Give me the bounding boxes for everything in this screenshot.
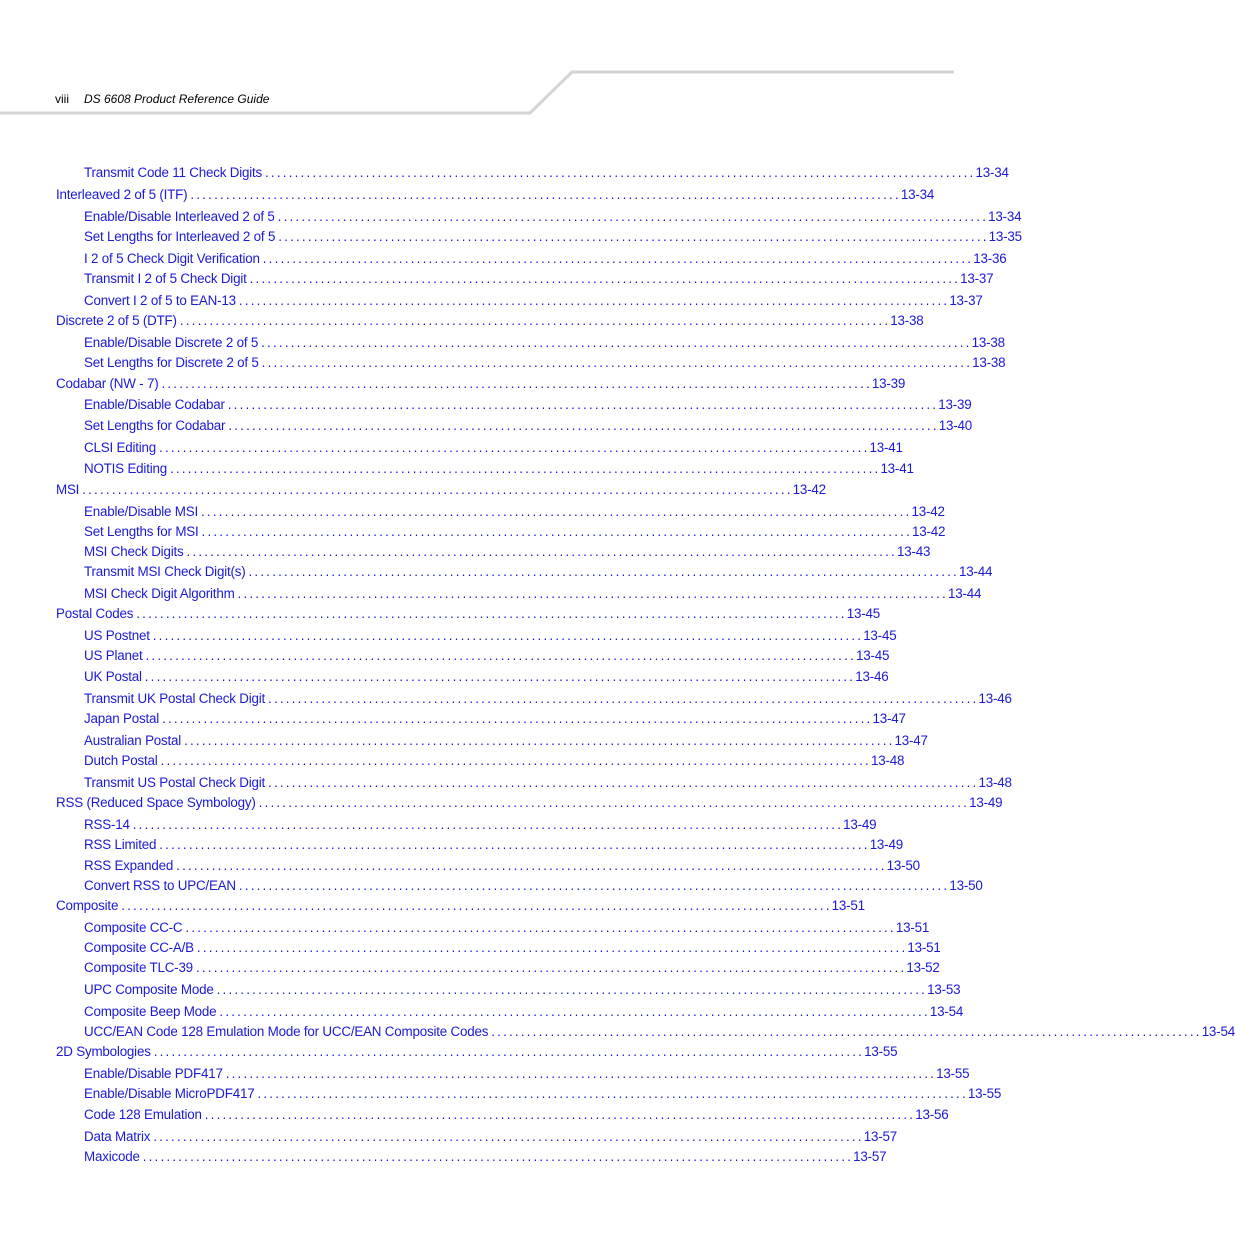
toc-entry-title: Maxicode <box>84 1149 140 1164</box>
toc-entry-page: 13-57 <box>863 1129 897 1144</box>
toc-entry[interactable] <box>56 375 906 393</box>
toc-entry[interactable] <box>84 647 890 665</box>
toc-entry-page: 13-51 <box>907 940 941 955</box>
page-number: viii <box>55 92 69 106</box>
toc-entry-page: 13-37 <box>949 293 983 308</box>
toc-entry[interactable] <box>84 563 993 581</box>
toc-leader-dots: ........................................................................................................................ <box>152 628 864 643</box>
toc-entry-title: Enable/Disable Codabar <box>84 397 225 412</box>
toc-entry[interactable] <box>84 732 928 750</box>
toc-entry-page: 13-47 <box>872 711 906 726</box>
toc-entry-title: Composite CC-C <box>84 920 183 935</box>
toc-entry-title: US Postnet <box>84 628 150 643</box>
toc-entry-page: 13-46 <box>978 691 1012 706</box>
toc-entry-page: 13-57 <box>853 1149 887 1164</box>
toc-entry-title: 2D Symbologies <box>56 1044 151 1059</box>
toc-entry[interactable] <box>56 605 880 623</box>
toc-entry-page: 13-56 <box>915 1107 949 1122</box>
toc-entry[interactable] <box>84 503 945 521</box>
toc-entry-page: 13-37 <box>960 271 994 286</box>
toc-leader-dots: ........................................................................................................................ <box>238 878 950 893</box>
page-header <box>0 0 954 130</box>
toc-leader-dots: ........................................................................................................................ <box>185 920 896 935</box>
toc-entry-page: 13-42 <box>912 524 946 539</box>
toc-entry-page: 13-49 <box>843 817 877 832</box>
toc-leader-dots: ........................................................................................................................ <box>227 397 939 412</box>
toc-entry-page: 13-54 <box>1201 1024 1235 1039</box>
toc-entry-page: 13-51 <box>831 898 865 913</box>
toc-entry-title: Transmit I 2 of 5 Check Digit <box>84 271 247 286</box>
toc-entry-title: MSI <box>56 482 80 497</box>
toc-entry-page: 13-42 <box>792 482 826 497</box>
toc-entry[interactable] <box>56 186 935 204</box>
toc-leader-dots: ........................................................................................................................ <box>238 293 950 308</box>
toc-entry-page: 13-38 <box>971 335 1005 350</box>
toc-entry-title: Composite CC-A/B <box>84 940 194 955</box>
toc-entry[interactable] <box>84 1003 964 1021</box>
toc-entry-title: UCC/EAN Code 128 Emulation Mode for UCC/EAN Composite Codes <box>84 1024 489 1039</box>
toc-entry-title: Transmit MSI Check Digit(s) <box>84 564 246 579</box>
toc-entry-title: UPC Composite Mode <box>84 982 214 997</box>
toc-leader-dots: ........................................................................................................................ <box>262 251 974 266</box>
toc-entry[interactable] <box>84 460 914 478</box>
toc-entry-page: 13-34 <box>975 165 1009 180</box>
toc-entry-title: Set Lengths for Codabar <box>84 418 226 433</box>
toc-entry-title: Composite TLC-39 <box>84 960 193 975</box>
toc-leader-dots: ........................................................................................................................ <box>184 733 895 748</box>
toc-entry-title: Interleaved 2 of 5 (ITF) <box>56 187 188 202</box>
toc-entry-page: 13-53 <box>927 982 961 997</box>
toc-entry[interactable] <box>84 1128 897 1146</box>
toc-entry-title: RSS Expanded <box>84 858 174 873</box>
toc-entry-title: Enable/Disable MicroPDF417 <box>84 1086 255 1101</box>
toc-leader-dots: ........................................................................................................................ <box>201 504 912 519</box>
toc-entry-page: 13-38 <box>890 313 924 328</box>
toc-entry-title: Codabar (NW - 7) <box>56 376 159 391</box>
toc-leader-dots: ........................................................................................................................ <box>261 335 972 350</box>
toc-leader-dots: ........................................................................................................................ <box>257 1086 968 1101</box>
toc-leader-dots: ........................................................................................................................ <box>136 606 847 621</box>
toc-entry-title: Postal Codes <box>56 606 134 621</box>
toc-entry[interactable] <box>84 417 973 435</box>
toc-entry-page: 13-50 <box>949 878 983 893</box>
toc-entry[interactable] <box>84 836 903 854</box>
toc-entry-title: Enable/Disable Discrete 2 of 5 <box>84 335 259 350</box>
toc-leader-dots: ........................................................................................................................ <box>249 271 961 286</box>
toc-entry-title: NOTIS Editing <box>84 461 167 476</box>
toc-entry-page: 13-41 <box>869 440 903 455</box>
toc-entry[interactable] <box>84 1148 887 1166</box>
toc-leader-dots: ........................................................................................................................ <box>121 898 832 913</box>
toc-leader-dots: ........................................................................................................................ <box>161 376 872 391</box>
toc-leader-dots: ........................................................................................................................ <box>145 648 856 663</box>
toc-leader-dots: ........................................................................................................................ <box>278 229 989 244</box>
toc-entry[interactable] <box>84 919 930 937</box>
toc-entry-page: 13-52 <box>906 960 940 975</box>
toc-leader-dots: ........................................................................................................................ <box>258 795 970 810</box>
toc-leader-dots: ........................................................................................................................ <box>491 1024 1202 1039</box>
toc-leader-dots: ........................................................................................................................ <box>196 940 908 955</box>
toc-entry[interactable] <box>84 668 889 686</box>
toc-entry[interactable] <box>84 939 941 957</box>
toc-entry[interactable] <box>84 981 961 999</box>
toc-entry-page: 13-34 <box>988 209 1022 224</box>
toc-entry[interactable] <box>84 439 903 457</box>
toc-leader-dots: ........................................................................................................................ <box>179 313 891 328</box>
toc-entry[interactable] <box>56 312 924 330</box>
toc-entry[interactable] <box>84 270 994 288</box>
toc-leader-dots: ........................................................................................................................ <box>132 817 844 832</box>
toc-entry-title: Code 128 Emulation <box>84 1107 202 1122</box>
toc-entry[interactable] <box>84 396 972 414</box>
toc-leader-dots: ........................................................................................................................ <box>190 187 901 202</box>
toc-entry-title: Transmit UK Postal Check Digit <box>84 691 266 706</box>
toc-entry-title: Discrete 2 of 5 (DTF) <box>56 313 177 328</box>
toc-entry-title: RSS Limited <box>84 837 157 852</box>
toc-entry-page: 13-38 <box>972 355 1006 370</box>
toc-leader-dots: ........................................................................................................................ <box>186 544 897 559</box>
toc-entry-title: Transmit US Postal Check Digit <box>84 775 266 790</box>
toc-entry[interactable] <box>56 897 865 915</box>
toc-entry-page: 13-39 <box>871 376 906 391</box>
toc-leader-dots: ........................................................................................................................ <box>265 165 976 180</box>
toc-entry-page: 13-45 <box>863 628 897 643</box>
toc-entry-page: 13-55 <box>967 1086 1002 1101</box>
toc-leader-dots: ........................................................................................................................ <box>153 1129 864 1144</box>
toc-entry-title: Set Lengths for Discrete 2 of 5 <box>84 355 259 370</box>
toc-entry[interactable] <box>84 877 983 895</box>
book-title: DS 6608 Product Reference Guide <box>84 92 270 106</box>
toc-entry-page: 13-40 <box>938 418 973 433</box>
toc-entry[interactable] <box>56 481 826 499</box>
toc-entry-page: 13-46 <box>855 669 889 684</box>
toc-entry-title: RSS-14 <box>84 817 130 832</box>
toc-entry[interactable] <box>84 250 1007 268</box>
toc-leader-dots: ........................................................................................................................ <box>261 355 973 370</box>
toc-entry[interactable] <box>84 1065 970 1083</box>
toc-leader-dots: ........................................................................................................................ <box>160 753 871 768</box>
toc-entry-title: Transmit Code 11 Check Digits <box>84 165 263 180</box>
toc-entry-page: 13-43 <box>896 544 931 559</box>
toc-entry-page: 13-48 <box>870 753 905 768</box>
toc-leader-dots: ........................................................................................................................ <box>169 461 881 476</box>
toc-entry[interactable] <box>56 794 1003 812</box>
toc-entry-page: 13-48 <box>978 775 1012 790</box>
toc-entry-title: Japan Postal <box>84 711 160 726</box>
toc-leader-dots: ........................................................................................................................ <box>219 1004 930 1019</box>
toc-leader-dots: ........................................................................................................................ <box>153 1044 865 1059</box>
toc-leader-dots: ........................................................................................................................ <box>82 482 793 497</box>
toc-leader-dots: ........................................................................................................................ <box>176 858 887 873</box>
toc-entry-page: 13-54 <box>929 1004 964 1019</box>
toc-entry-page: 13-49 <box>969 795 1003 810</box>
toc-entry[interactable] <box>84 1106 949 1124</box>
toc-entry-page: 13-49 <box>869 837 903 852</box>
toc-entry-page: 13-44 <box>947 586 982 601</box>
toc-leader-dots: ........................................................................................................................ <box>237 586 948 601</box>
toc-entry-page: 13-55 <box>936 1066 970 1081</box>
toc-entry-page: 13-45 <box>846 606 880 621</box>
toc-entry-title: MSI Check Digits <box>84 544 184 559</box>
toc-entry-title: RSS (Reduced Space Symbology) <box>56 795 256 810</box>
toc-entry[interactable] <box>84 585 982 603</box>
toc-entry-page: 13-41 <box>880 461 914 476</box>
toc-entry-title: Composite Beep Mode <box>84 1004 217 1019</box>
toc-leader-dots: ........................................................................................................................ <box>159 837 870 852</box>
toc-entry-title: Dutch Postal <box>84 753 158 768</box>
toc-entry[interactable] <box>84 857 920 875</box>
toc-leader-dots: ........................................................................................................................ <box>277 209 989 224</box>
toc-entry-page: 13-34 <box>900 187 935 202</box>
toc-entry[interactable] <box>84 334 1005 352</box>
toc-entry-title: Enable/Disable MSI <box>84 504 198 519</box>
toc-entry[interactable] <box>84 816 877 834</box>
toc-entry[interactable] <box>56 1043 898 1061</box>
toc-entry[interactable] <box>84 690 1012 708</box>
toc-leader-dots: ........................................................................................................................ <box>268 775 979 790</box>
toc-entry[interactable] <box>84 774 1012 792</box>
toc-leader-dots: ........................................................................................................................ <box>268 691 979 706</box>
toc-entry-title: Enable/Disable PDF417 <box>84 1066 223 1081</box>
header-rule <box>0 0 954 130</box>
toc-entry-page: 13-50 <box>886 858 920 873</box>
toc-leader-dots: ........................................................................................................................ <box>142 1149 854 1164</box>
toc-entry-title: CLSI Editing <box>84 440 157 455</box>
toc-entry-title: Australian Postal <box>84 733 182 748</box>
toc-entry[interactable] <box>84 228 1022 246</box>
toc-entry-page: 13-47 <box>894 733 928 748</box>
toc-entry-page: 13-36 <box>973 251 1007 266</box>
toc-entry-page: 13-45 <box>855 648 890 663</box>
toc-entry-title: US Planet <box>84 648 143 663</box>
toc-entry-title: Convert RSS to UPC/EAN <box>84 878 236 893</box>
toc-entry-title: Convert I 2 of 5 to EAN-13 <box>84 293 236 308</box>
toc-leader-dots: ........................................................................................................................ <box>228 418 939 433</box>
toc-entry[interactable] <box>84 752 905 770</box>
toc-entry[interactable] <box>84 292 983 310</box>
toc-entry[interactable] <box>84 1023 1235 1041</box>
toc-entry[interactable] <box>84 208 1022 226</box>
toc-entry[interactable] <box>84 543 931 561</box>
toc-leader-dots: ........................................................................................................................ <box>195 960 907 975</box>
toc-entry-title: MSI Check Digit Algorithm <box>84 586 235 601</box>
toc-entry-title: Set Lengths for Interleaved 2 of 5 <box>84 229 276 244</box>
toc-entry-title: UK Postal <box>84 669 142 684</box>
toc-entry-title: Set Lengths for MSI <box>84 524 199 539</box>
toc-entry-page: 13-55 <box>864 1044 898 1059</box>
toc-entry-page: 13-39 <box>938 397 972 412</box>
toc-leader-dots: ........................................................................................................................ <box>204 1107 916 1122</box>
toc-entry-page: 13-42 <box>911 504 945 519</box>
toc-leader-dots: ........................................................................................................................ <box>201 524 912 539</box>
toc-entry-page: 13-51 <box>895 920 930 935</box>
toc-entry-page: 13-44 <box>958 564 993 579</box>
toc-entry-title: Composite <box>56 898 119 913</box>
toc-entry[interactable] <box>84 354 1006 372</box>
toc-entry-title: Data Matrix <box>84 1129 151 1144</box>
toc-entry-title: I 2 of 5 Check Digit Verification <box>84 251 260 266</box>
toc-leader-dots: ........................................................................................................................ <box>216 982 928 997</box>
toc-leader-dots: ........................................................................................................................ <box>248 564 959 579</box>
toc-leader-dots: ........................................................................................................................ <box>225 1066 937 1081</box>
toc-leader-dots: ........................................................................................................................ <box>144 669 856 684</box>
toc-entry-page: 13-35 <box>988 229 1022 244</box>
toc-entry[interactable] <box>84 164 1009 182</box>
toc-leader-dots: ........................................................................................................................ <box>159 440 870 455</box>
toc-entry[interactable] <box>84 710 906 728</box>
toc-entry[interactable] <box>84 959 940 977</box>
toc-leader-dots: ........................................................................................................................ <box>162 711 873 726</box>
toc-entry[interactable] <box>84 523 946 541</box>
toc-entry-title: Enable/Disable Interleaved 2 of 5 <box>84 209 275 224</box>
toc-entry[interactable] <box>84 1085 1002 1103</box>
toc-entry[interactable] <box>84 627 897 645</box>
